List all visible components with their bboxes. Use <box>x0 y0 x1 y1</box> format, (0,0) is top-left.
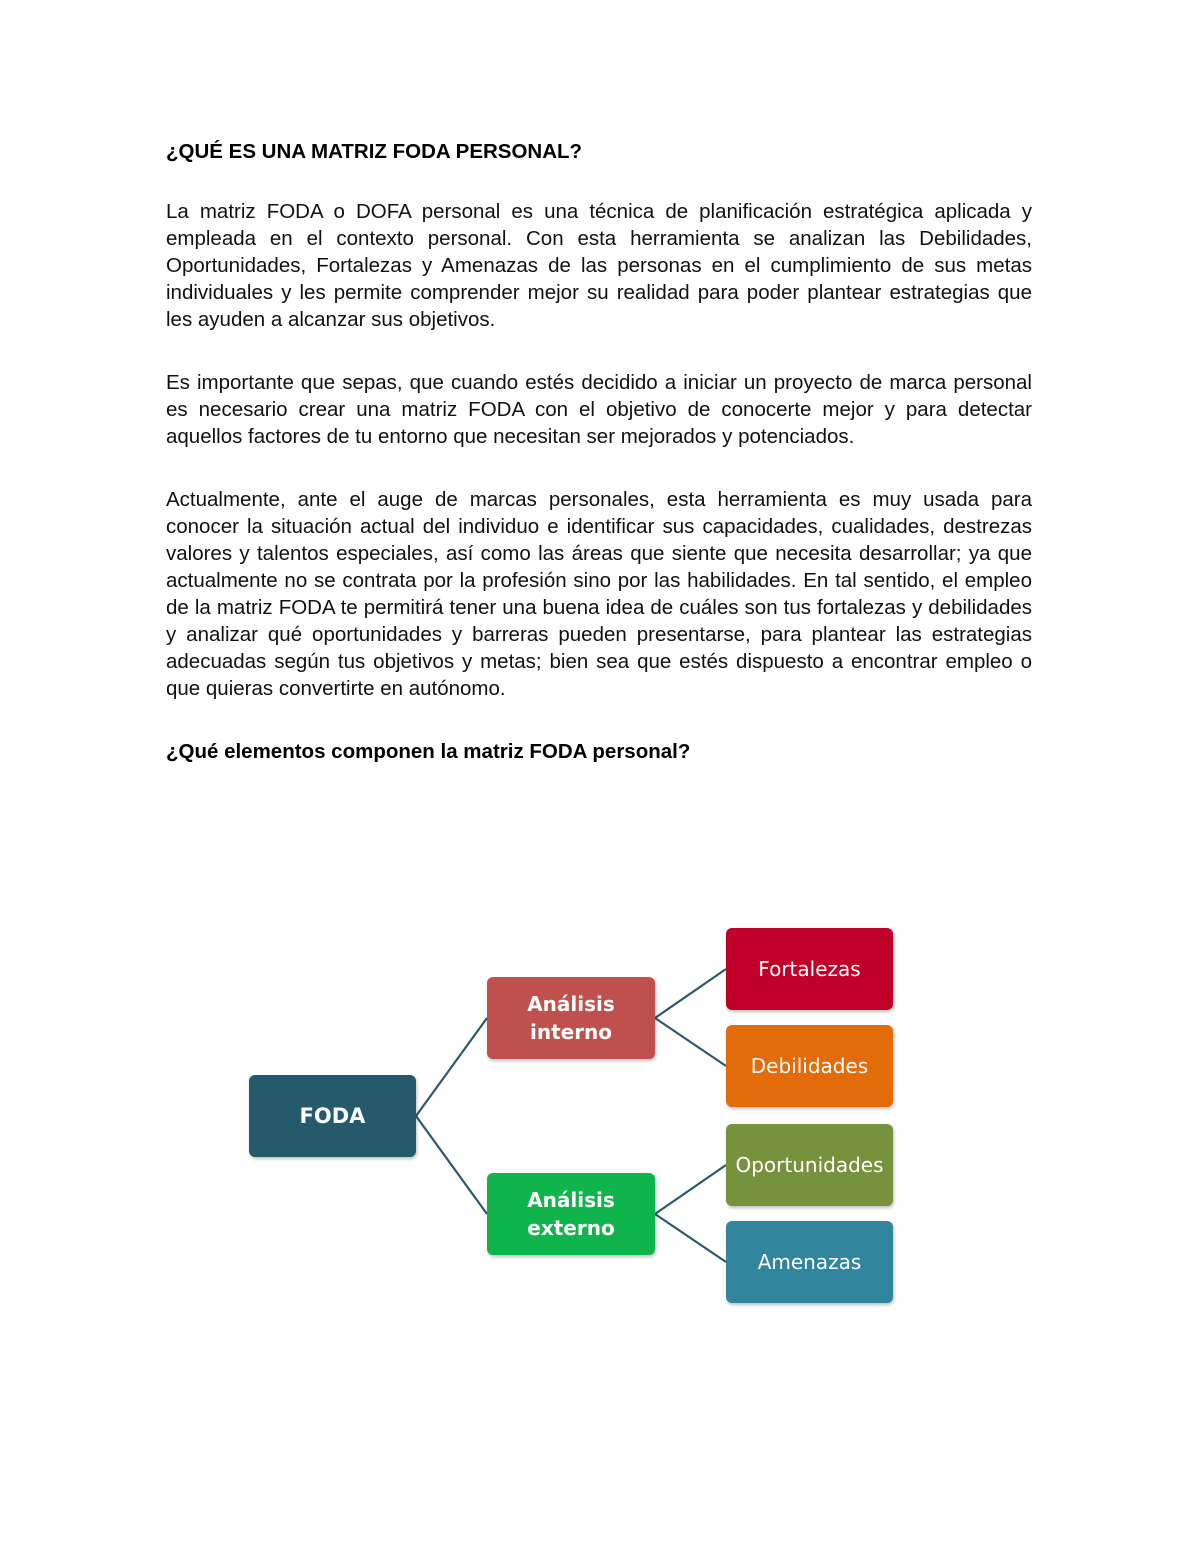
node-oportunidades-label: Oportunidades <box>735 1153 884 1177</box>
node-amenazas <box>726 1221 893 1303</box>
node-fortalezas-label: Fortalezas <box>758 957 861 981</box>
node-debilidades-label: Debilidades <box>750 1054 869 1078</box>
node-foda-label: FODA <box>299 1104 366 1128</box>
paragraph-usage: Actualmente, ante el auge de marcas personales, esta herramienta es muy usada para conocer la situación actual del individuo e identificar sus capacidades, cualidades, destrezas valores y talentos especiales, así como las áreas que siente que necesita desarrollar; ya que actualmente no se contrata por la profesión sino por las habilidades. En tal sentido, el empleo de la matriz FODA te permitirá tener una buena idea de cuáles son tus fortalezas y debilidades y analizar qué oportunidades y barreras pueden presentarse, para plantear las estrategias adecuadas según tus objetivos y metas; bien sea que estés dispuesto a encontrar empleo o que quieras convertirte en autónomo. <box>166 488 1032 700</box>
section-heading-elements: ¿Qué elementos componen la matriz FODA personal? <box>166 740 691 763</box>
connector-interno-fortalezas <box>655 969 726 1018</box>
connector-externo-amenazas <box>655 1214 726 1262</box>
node-fortalezas <box>726 928 893 1010</box>
connector-foda-externo <box>416 1116 487 1214</box>
node-interno-line2: interno <box>529 1020 613 1044</box>
page-title: ¿QUÉ ES UNA MATRIZ FODA PERSONAL? <box>166 140 583 163</box>
node-amenazas-label: Amenazas <box>757 1250 862 1274</box>
paragraph-importance: Es importante que sepas, que cuando estés decidido a iniciar un proyecto de marca personal es necesario crear una matriz FODA con el objetivo de conocerte mejor y para detectar aquellos factores de tu entorno que necesitan ser mejorados y potenciados. <box>166 371 1032 448</box>
node-externo-line2: externo <box>527 1216 615 1240</box>
node-interno-line1: Análisis <box>527 992 615 1016</box>
connector-externo-oportunidades <box>655 1165 726 1214</box>
node-externo-line1: Análisis <box>527 1188 615 1212</box>
connector-interno-debilidades <box>655 1018 726 1066</box>
node-foda <box>249 1075 416 1157</box>
node-debilidades <box>726 1025 893 1107</box>
paragraph-definition: La matriz FODA o DOFA personal es una técnica de planificación estratégica aplicada y empleada en el contexto personal. Con esta herramienta se analizan las Debilidades, Oportunidades, Fortalezas y Amenazas de las personas en el cumplimiento de sus metas individuales y les permite comprender mejor su realidad para poder plantear estrategias que les ayuden a alcanzar sus objetivos. <box>166 200 1032 331</box>
node-oportunidades <box>726 1124 893 1206</box>
node-analisis-interno <box>487 977 655 1059</box>
node-analisis-externo <box>487 1173 655 1255</box>
connector-foda-interno <box>416 1018 487 1116</box>
